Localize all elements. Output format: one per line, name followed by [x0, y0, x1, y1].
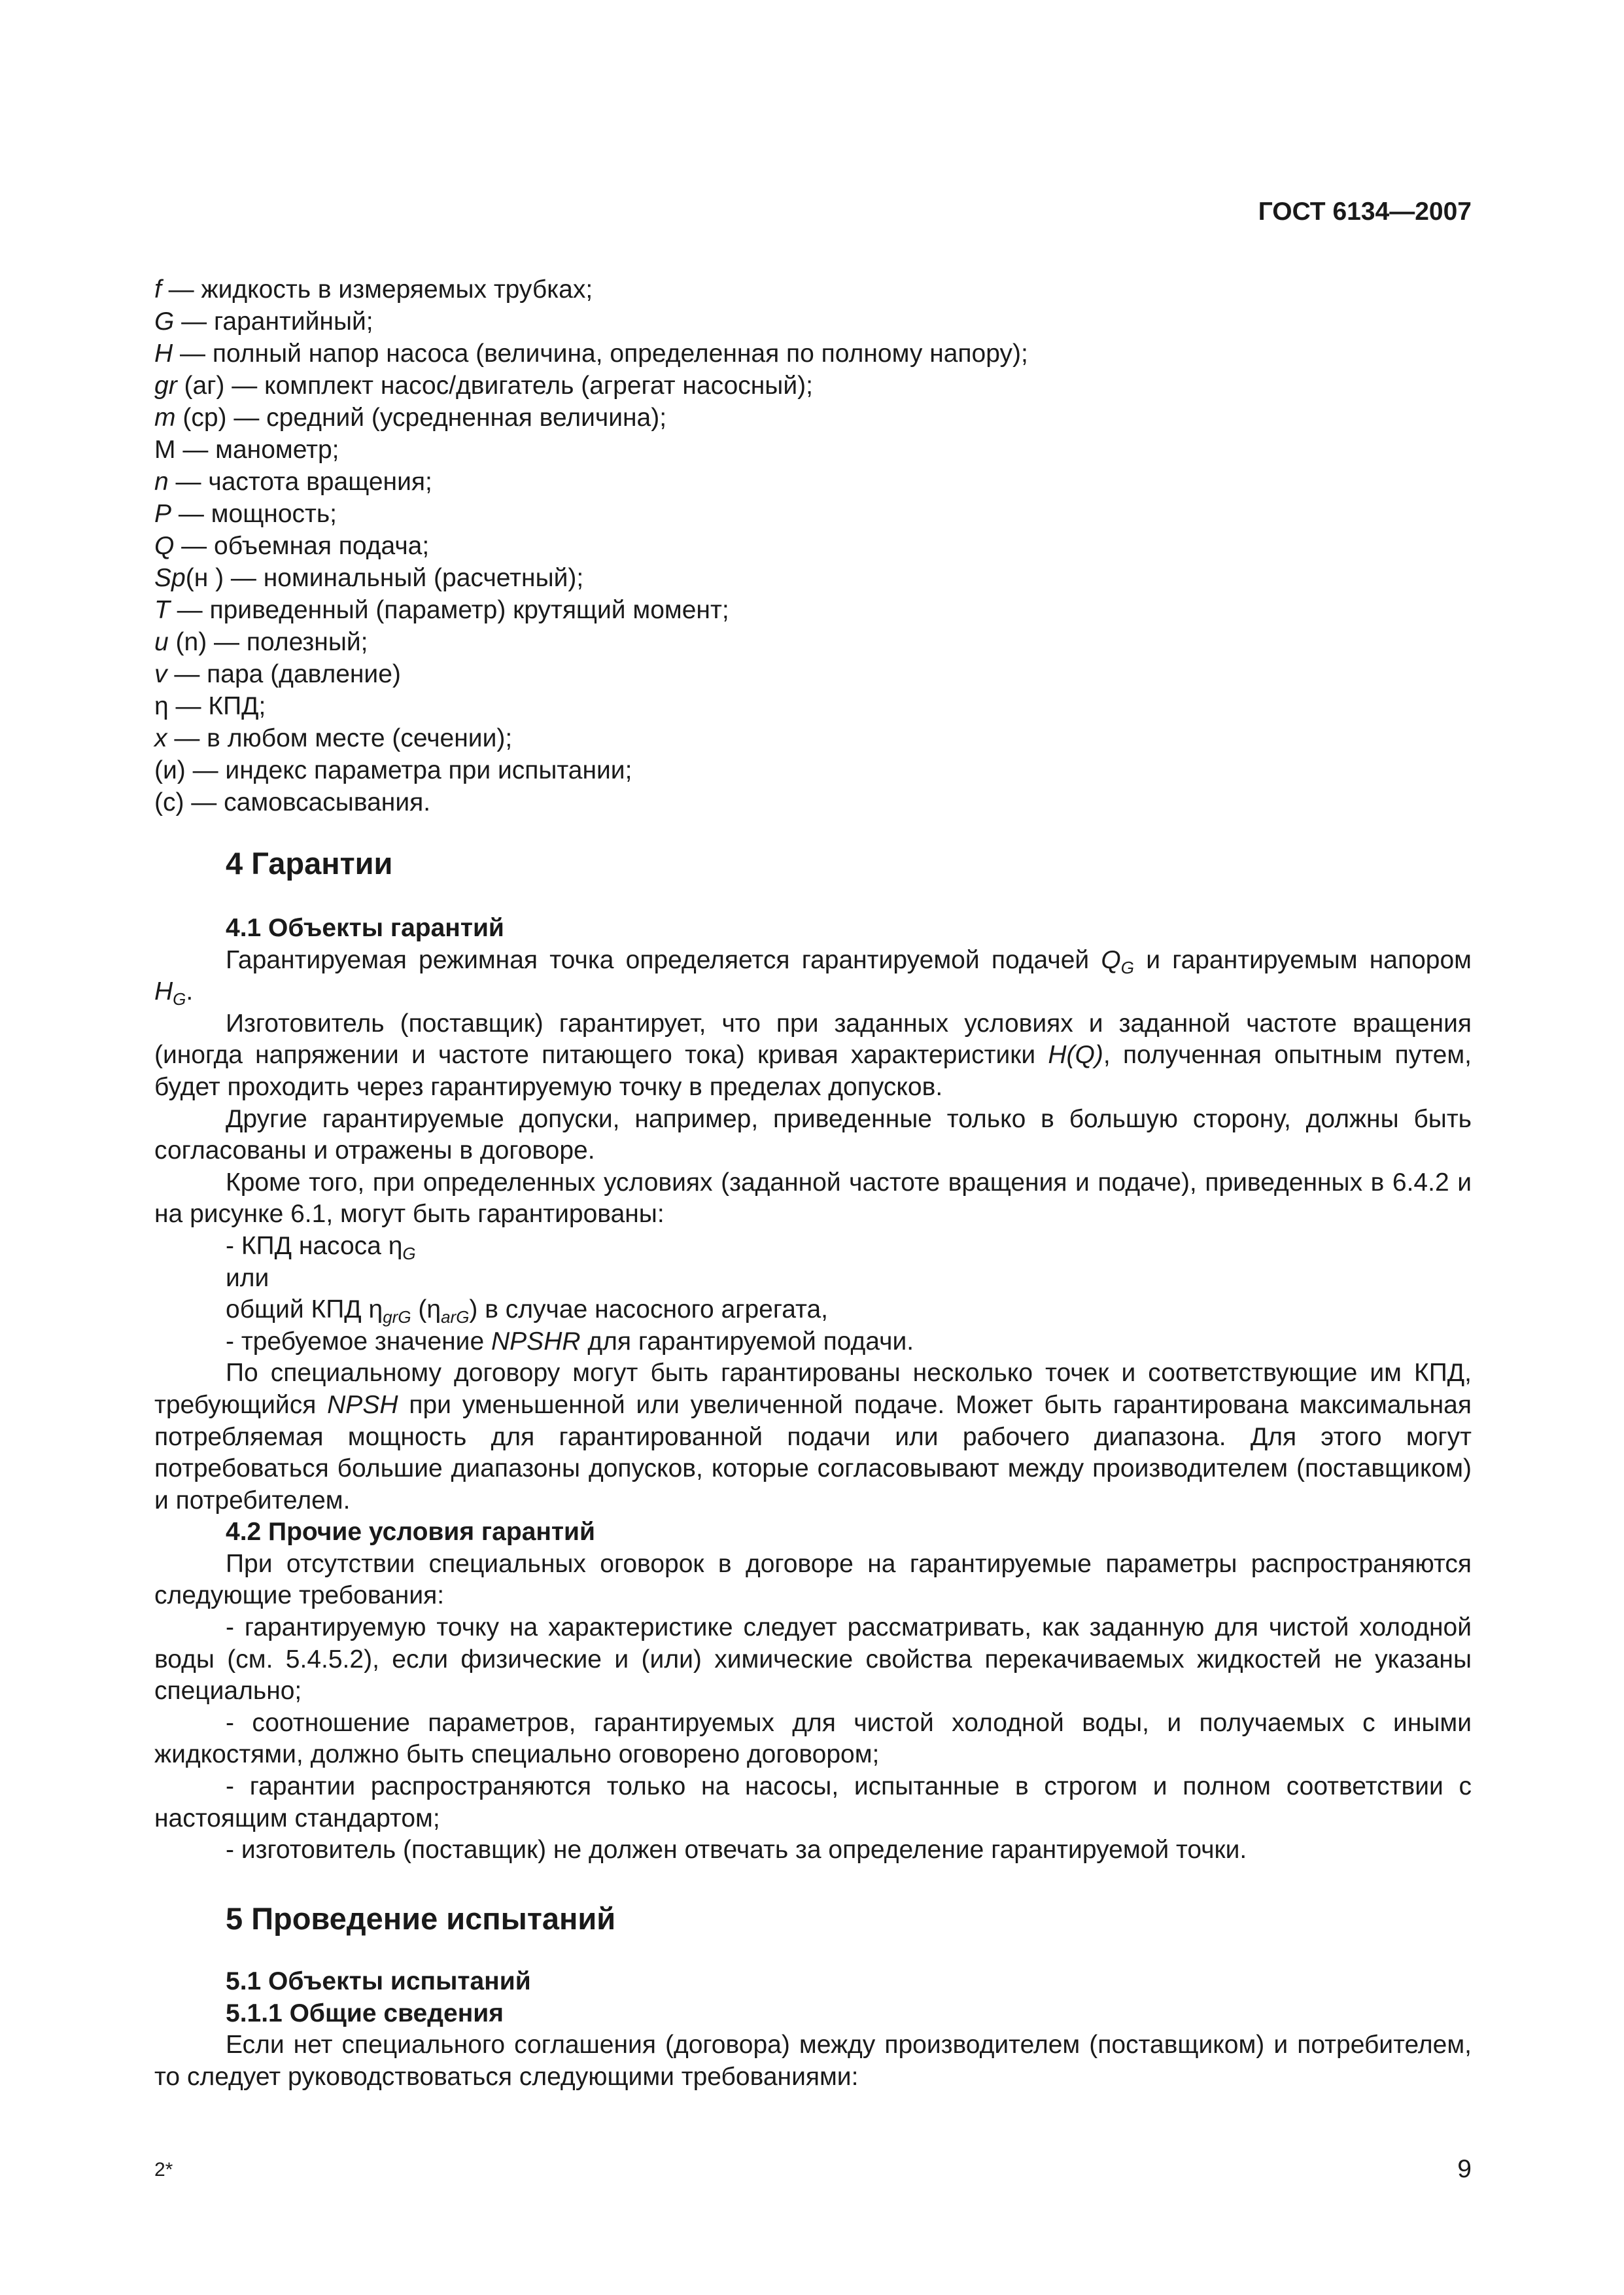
symbol-description: (н ) — номинальный (расчетный); — [185, 564, 584, 592]
list-item: - соотношение параметров, гарантируемых для чистой холодной воды, и получаемых с иными жидкостями, должно быть специально оговорено договором; — [154, 1708, 1472, 1769]
symbol-mark: Q — [154, 532, 175, 560]
symbol-item — [154, 338, 1476, 370]
symbol-item — [154, 273, 1476, 306]
symbol-description: — мощность; — [171, 500, 337, 528]
symbol-item — [154, 754, 1476, 786]
symbol-item — [154, 658, 1476, 690]
symbol-mark: G — [154, 307, 175, 336]
section-5-1-title: 5.1 Объекты испытаний — [226, 1967, 531, 1995]
paragraph: Если нет специального соглашения (договора) между производителем (поставщиком) и потребителем, то следует руководствоваться следующими требованиями: — [154, 2031, 1472, 2091]
symbol-mark: m — [154, 404, 176, 432]
symbol-description: — приведенный (параметр) крутящий момент; — [169, 596, 729, 624]
symbol-item — [154, 466, 1476, 498]
symbol-mark: x — [154, 724, 167, 752]
symbol-description: — пара (давление) — [167, 660, 401, 688]
symbol-description: (n) — полезный; — [168, 628, 368, 656]
symbol-description: (ср) — средний (усредненная величина); — [175, 404, 667, 432]
section-5-title: 5 Проведение испытаний — [226, 1901, 616, 1936]
list-item: - изготовитель (поставщик) не должен отвечать за определение гарантируемой точки. — [226, 1836, 1247, 1865]
symbol-item — [154, 690, 1476, 722]
symbol-mark: H — [154, 340, 173, 368]
symbol-item — [154, 594, 1476, 626]
symbol-item — [154, 306, 1476, 338]
paragraph: По специальному договору могут быть гарантированы несколько точек и соответствующие им КПД, требующийся NPSH при уменьшенной или увеличенной подаче. Может быть гарантирована максимальная потребляемая мощность для гарантированной подачи или рабочего диапазона. Для этого могут потребоваться большие диапазоны допусков, которые согласовывают между производителем (поставщиком) и потребителем. — [154, 1359, 1472, 1515]
symbol-list — [154, 273, 1476, 818]
section-4-body — [154, 913, 1472, 1866]
list-item: общий КПД $\eta_{grG}$ $(\eta_{arG})$ в случае насосного агрегата, — [226, 1295, 829, 1327]
paragraph: Другие гарантируемые допуски, например, приведенные только в большую сторону, должны быть согласованы и отражены в договоре. — [154, 1104, 1472, 1165]
list-item: - гарантии распространяются только на насосы, испытанные в строгом и полном соответствии с настоящим стандартом; — [154, 1772, 1472, 1832]
symbol-mark: T — [154, 596, 170, 624]
symbol-description: (аг) — комплект насос/двигатель (агрегат насосный); — [177, 372, 813, 400]
symbol-mark: gr — [154, 372, 177, 400]
paragraph: При отсутствии специальных оговорок в договоре на гарантируемые параметры распространяются следующие требования: — [154, 1549, 1472, 1610]
section-5-body — [154, 1966, 1472, 2093]
section-5-1-1-title: 5.1.1 Общие сведения — [226, 1999, 504, 2027]
section-4-1-title: 4.1 Объекты гарантий — [226, 914, 504, 942]
list-item: или — [226, 1263, 269, 1292]
symbol-item — [154, 562, 1476, 594]
symbol-mark: η — [154, 692, 169, 720]
symbol-mark: Sp — [154, 564, 186, 592]
paragraph: Гарантируемая режимная точка определяется гарантируемой подачей $Q_G$ и гарантируемым напором $H_G$. — [154, 945, 1472, 1009]
paragraph: Кроме того, при определенных условиях (заданной частоте вращения и подаче), приведенных в 6.4.2 и на рисунке 6.1, могут быть гарантированы: — [154, 1168, 1472, 1229]
symbol-description: (и) — индекс параметра при испытании; — [154, 756, 632, 784]
list-item: - гарантируемую точку на характеристике следует рассматривать, как заданную для чистой холодной воды (см. 5.4.5.2), если физические и (или) химические свойства перекачиваемых жидкостей не указаны специально; — [154, 1613, 1472, 1706]
list-item: - КПД насоса $\eta_G$ — [226, 1231, 416, 1263]
symbol-item — [154, 402, 1476, 434]
symbol-mark: n — [154, 468, 169, 496]
symbol-mark: v — [154, 660, 167, 688]
symbol-description: — КПД; — [168, 692, 266, 720]
symbol-item — [154, 370, 1476, 402]
symbol-item — [154, 722, 1476, 754]
symbol-item — [154, 626, 1476, 658]
document-header: ГОСТ 6134—2007 — [1258, 198, 1472, 226]
symbol-mark: P — [154, 500, 172, 528]
symbol-description: — жидкость в измеряемых трубках; — [161, 275, 593, 304]
symbol-mark: М — [154, 436, 176, 464]
symbol-description: — частота вращения; — [168, 468, 432, 496]
symbol-description: — манометр; — [175, 436, 339, 464]
symbol-description: — гарантийный; — [174, 307, 373, 336]
symbol-description: (с) — самовсасывания. — [154, 788, 431, 816]
sheet-mark: 2* — [154, 2159, 173, 2181]
symbol-mark: u — [154, 628, 169, 656]
symbol-item — [154, 786, 1476, 818]
list-item: - требуемое значение NPSHR для гарантируемой подачи. — [226, 1327, 914, 1356]
symbol-description: — объемная подача; — [174, 532, 430, 560]
symbol-description: — в любом месте (сечении); — [167, 724, 513, 752]
paragraph: Изготовитель (поставщик) гарантирует, что при заданных условиях и заданной частоте вращения (иногда напряжении и частоте питающего тока) кривая характеристики H(Q), полученная опытным путем, будет проходить через гарантируемую точку в пределах допусков. — [154, 1009, 1472, 1101]
section-4-title: 4 Гарантии — [226, 846, 393, 881]
symbol-mark: f — [154, 275, 162, 304]
symbol-item — [154, 530, 1476, 562]
symbol-item — [154, 434, 1476, 466]
page-number: 9 — [1457, 2155, 1472, 2183]
symbol-item — [154, 498, 1476, 530]
symbol-description: — полный напор насоса (величина, определенная по полному напору); — [173, 340, 1028, 368]
section-4-2-title: 4.2 Прочие условия гарантий — [226, 1518, 595, 1547]
